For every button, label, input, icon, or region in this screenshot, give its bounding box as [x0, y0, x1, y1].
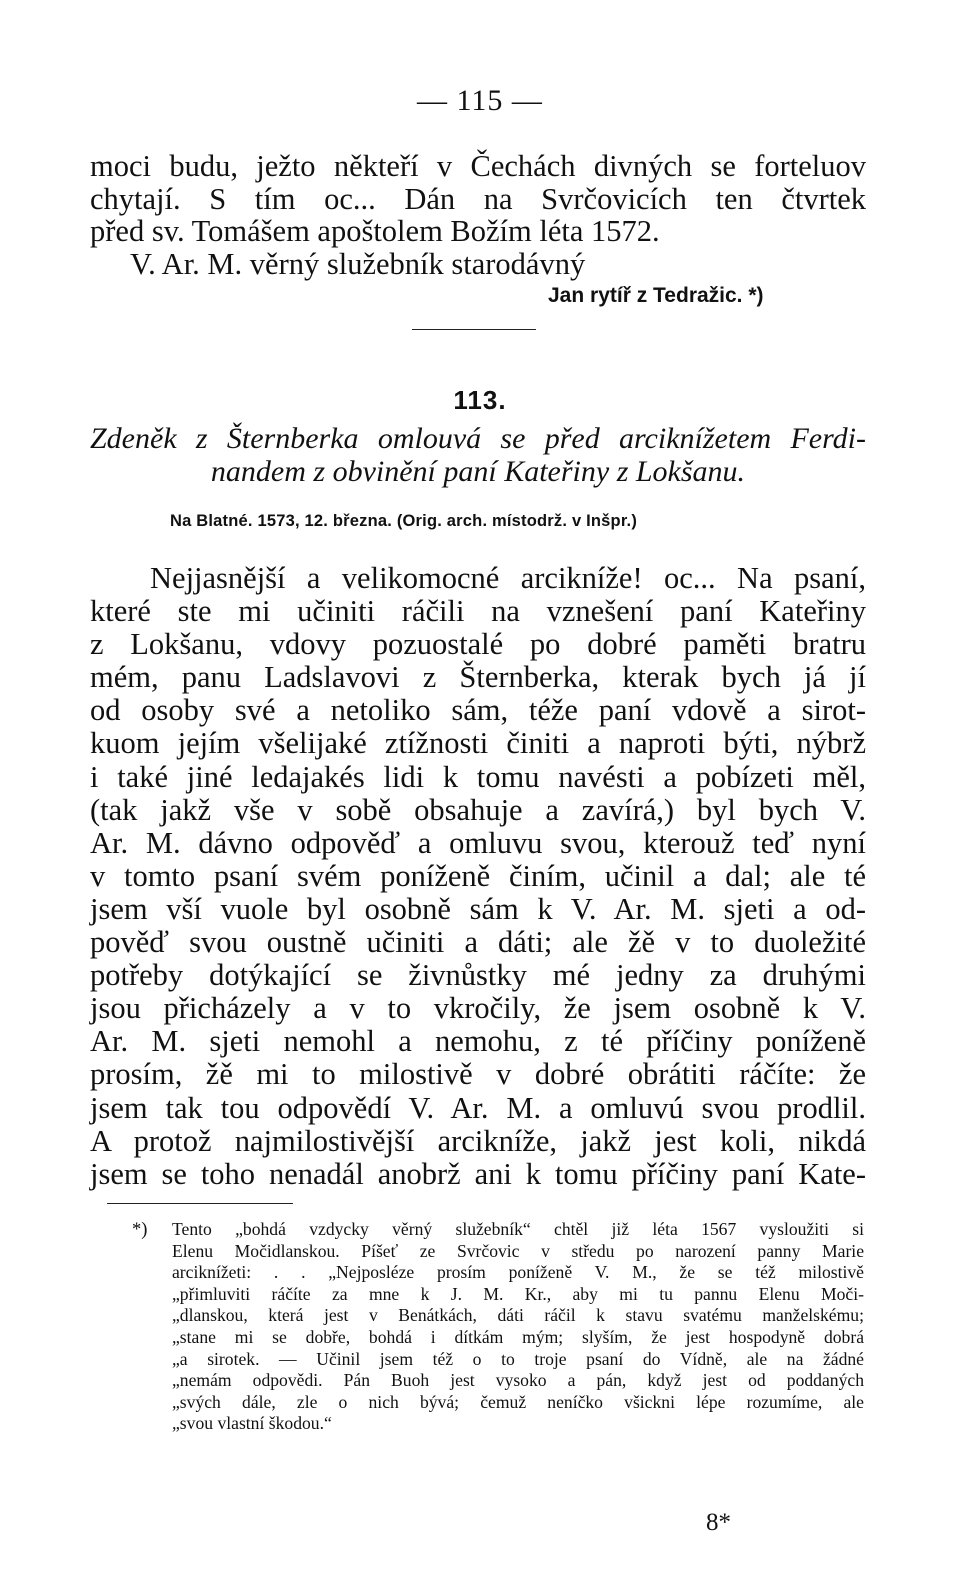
footnote-line: „nemám odpovědi. Pán Buoh jest vysoko a pán, když jest od poddaných	[172, 1370, 864, 1391]
signature-mark: 8*	[706, 1509, 731, 1536]
text-line: chytají. S tím oc... Dán na Svrčovicích ten čtvrtek	[90, 181, 866, 216]
text-line: moci budu, ježto někteří v Čechách divných se forteluov	[90, 149, 866, 183]
text-line: mém, panu Ladslavovi z Šternberka, kterak bych já jí	[90, 660, 866, 695]
heading-line: nandem z obvinění paní Kateřiny z Lokšanu.	[210, 455, 746, 488]
text-line: Nejjasnější a velikomocné arcikníže! oc... Na psaní,	[150, 561, 866, 595]
section-divider	[412, 329, 536, 330]
text-line: Ar. M. dávno odpověď a omluvu svou, kterouž teď nyní	[90, 825, 866, 860]
text-line: před sv. Tomášem apoštolem Božím léta 1572.	[90, 214, 660, 248]
page-number: — 115 —	[417, 84, 543, 117]
previous-letter-ending	[90, 150, 866, 248]
document-heading	[90, 422, 866, 488]
footnote-divider	[107, 1203, 293, 1204]
footnote-line: Elenu Močidlanskou. Píšeť ze Svrčovic v středu po narození panny Marie	[172, 1240, 864, 1261]
footnote-line: „přimluviti ráčíte za mne k J. M. Kr., aby mi tu pannu Elenu Moči-	[172, 1283, 864, 1304]
text-line: které ste mi učiniti ráčili na vznešení paní Kateřiny	[90, 594, 866, 629]
closing-salutation: V. Ar. M. věrný služebník starodávný	[130, 247, 586, 281]
footnote-line: Tento „bohdá vzdycky věrný služebník“ chtěl již léta 1567 vysloužiti si	[172, 1219, 864, 1239]
text-line: z Lokšanu, vdovy pozuostalé po dobré paměti bratru	[90, 627, 866, 662]
text-line: prosím, žě mi to milostivě v dobré obrátiti ráčíte: že	[90, 1057, 866, 1092]
footnote-line: arciknížeti: . . „Nejposléze prosím poníženě V. M., že se též milostivě	[172, 1262, 864, 1283]
text-line: jsem se toho nenadál anobrž ani k tomu příčiny paní Kate-	[90, 1156, 866, 1191]
text-line: jsou přicházely a v to vkročily, že jsem osobně k V.	[90, 991, 866, 1026]
footnote-line: „dlanskou, která jest v Benátkách, dáti ráčil k stavu svatému manželskému;	[172, 1305, 864, 1326]
footnote-line: „a sirotek. — Učinil jsem též o to troje psaní do Vídně, ale na žádné	[172, 1348, 864, 1369]
text-line: jsem vší vuole byl osobně sám k V. Ar. M. sjeti a od-	[90, 891, 866, 926]
document-number: 113.	[453, 385, 507, 415]
text-line: (tak jakž vše v sobě obsahuje a zavírá,) byl bych V.	[90, 792, 866, 827]
text-line: Ar. M. sjeti nemohl a nemohu, z té příčiny poníženě	[90, 1024, 866, 1059]
footnote-marker: *)	[132, 1220, 148, 1240]
signature-name: Jan rytíř z Tedražic. *)	[548, 284, 764, 307]
letter-body	[90, 562, 866, 1191]
text-line: od osoby své a netoliko sám, téže paní vdově a sirot-	[90, 693, 866, 728]
footnote-line: „stane mi se dobře, bohdá i dítkám mým; slyším, že jest hospodyně dobrá	[172, 1326, 864, 1347]
heading-line: Zdeněk z Šternberka omlouvá se před arciknížetem Ferdi-	[90, 422, 866, 455]
footnote	[172, 1219, 864, 1435]
text-line: i také jiné ledajakés lidi k tomu navésti a pobízeti měl,	[90, 759, 866, 794]
text-line: potřeby dotýkající se živnůstky mé jedny za druhými	[90, 958, 866, 993]
text-line: kuom jejím všelijaké ztížnosti činiti a naproti býti, nýbrž	[90, 726, 866, 761]
source-note: Na Blatné. 1573, 12. března. (Orig. arch. místodrž. v Inšpr.)	[170, 512, 638, 530]
footnote-line: „svou vlastní škodou.“	[172, 1413, 332, 1434]
text-line: v tomto psaní svém poníženě činím, učinil a dal; ale té	[90, 858, 866, 893]
footnote-line: „svých dále, zle o nich bývá; čemuž neníčko všickni lépe rozumíme, ale	[172, 1391, 864, 1412]
text-line: A protož najmilostivější arcikníže, jakž jest koli, nikdá	[90, 1123, 866, 1158]
text-line: jsem tak tou odpovědí V. Ar. M. a omluvú svou prodlil.	[90, 1090, 866, 1125]
text-line: pověď svou oustně učiniti a dáti; ale žě v to duoležité	[90, 925, 866, 960]
